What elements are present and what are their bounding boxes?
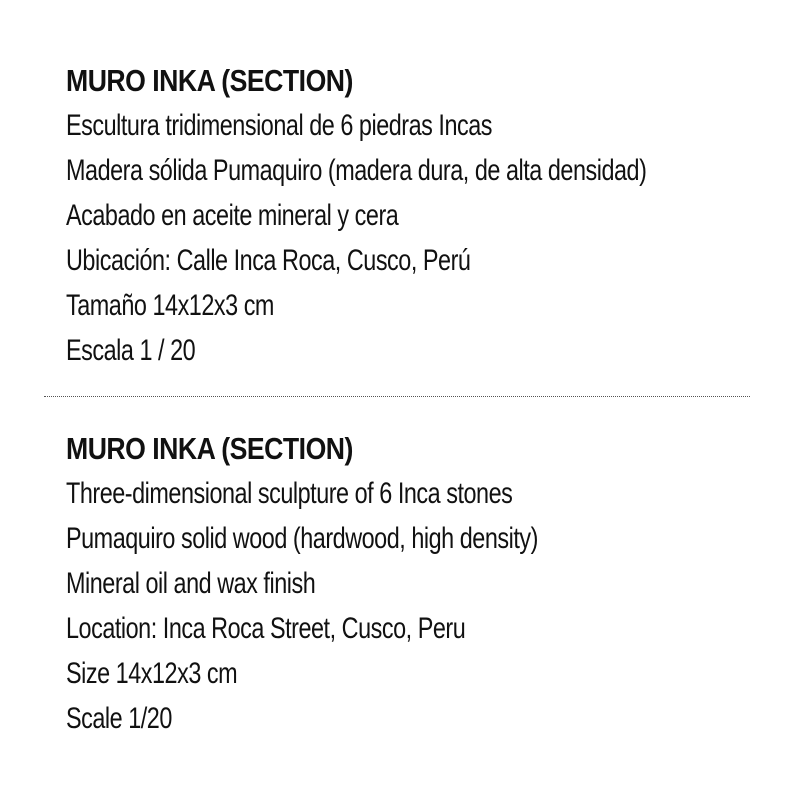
spanish-line-finish: Acabado en aceite mineral y cera <box>66 199 399 232</box>
english-line-finish: Mineral oil and wax finish <box>66 567 316 600</box>
english-line-scale: Scale 1/20 <box>66 702 172 735</box>
dotted-divider <box>44 396 750 397</box>
english-line-size: Size 14x12x3 cm <box>66 657 238 690</box>
spanish-description-block <box>66 59 766 373</box>
english-line-description: Three-dimensional sculpture of 6 Inca stones <box>66 477 513 510</box>
english-title: MURO INKA (SECTION) <box>66 431 353 466</box>
spanish-line-size: Tamaño 14x12x3 cm <box>66 289 274 322</box>
english-line-material: Pumaquiro solid wood (hardwood, high density) <box>66 522 538 555</box>
spanish-line-scale: Escala 1 / 20 <box>66 334 196 367</box>
english-line-location: Location: Inca Roca Street, Cusco, Peru <box>66 612 466 645</box>
english-description-block <box>66 427 766 741</box>
spanish-line-description: Escultura tridimensional de 6 piedras Incas <box>66 109 493 142</box>
spanish-title: MURO INKA (SECTION) <box>66 63 353 98</box>
spanish-line-location: Ubicación: Calle Inca Roca, Cusco, Perú <box>66 244 471 277</box>
spanish-line-material: Madera sólida Pumaquiro (madera dura, de alta densidad) <box>66 154 647 187</box>
